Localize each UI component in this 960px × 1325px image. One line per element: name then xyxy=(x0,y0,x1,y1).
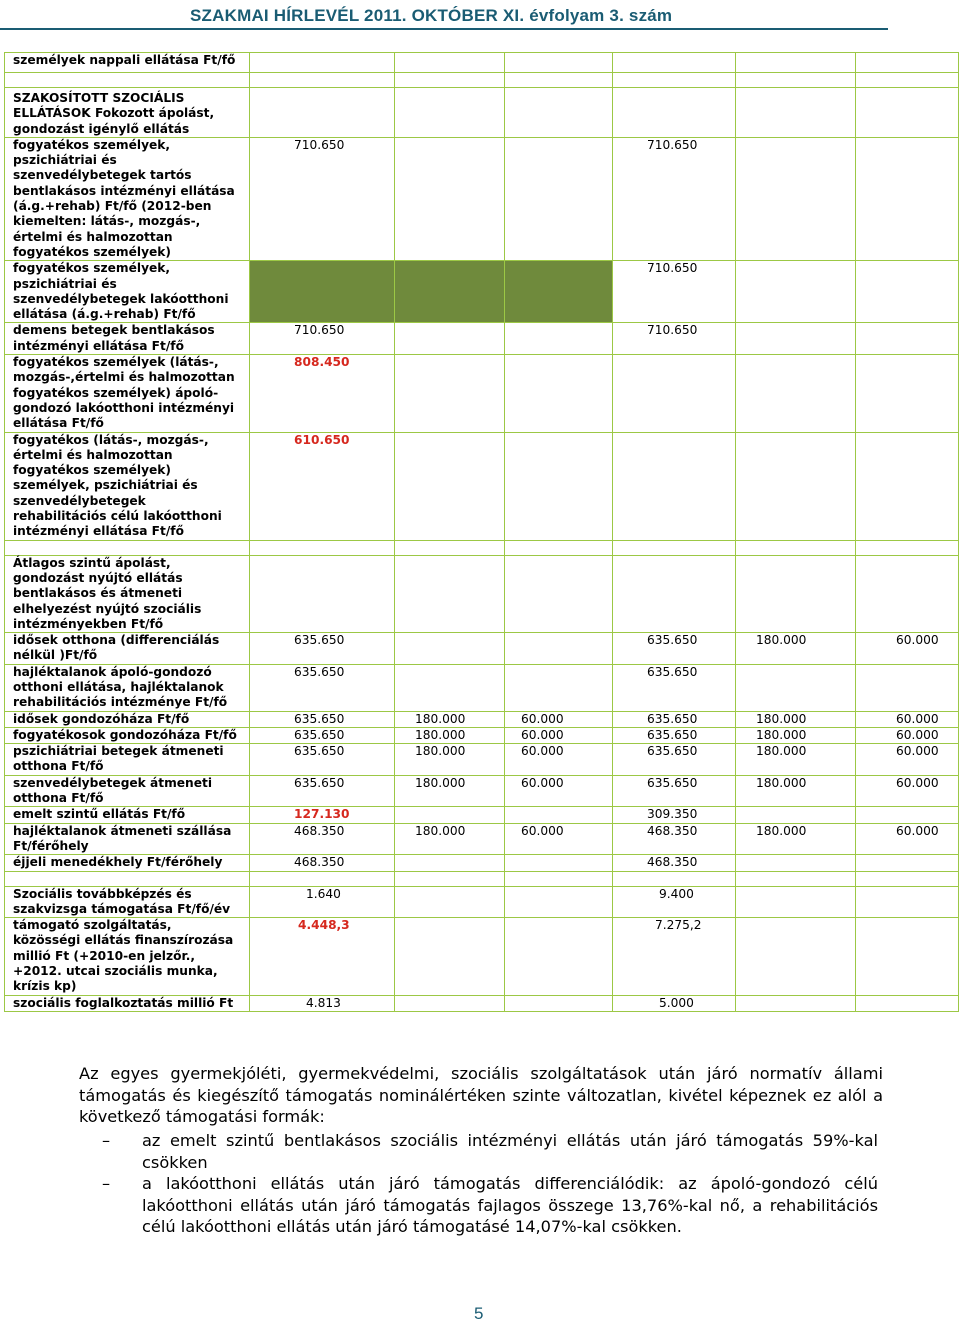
table-row xyxy=(5,137,959,260)
row-label: éjjeli menedékhely Ft/férőhely xyxy=(5,855,250,871)
shaded-cell xyxy=(250,261,395,323)
value-cell: 4.448,3 xyxy=(250,918,395,995)
value-cell: 808.450 xyxy=(250,355,395,432)
value-cell: 4.813 xyxy=(250,995,395,1011)
value-cell: 60.000 xyxy=(856,633,959,665)
table-row xyxy=(5,323,959,355)
row-label: fogyatékos személyek (látás-, mozgás-,értelmi és halmozottan fogyatékos személyek) ápoló-gondozó lakóotthoni intézményi ellátása Ft/fő xyxy=(5,355,250,432)
table-row xyxy=(5,664,959,711)
value-cell: 635.650 xyxy=(250,744,395,776)
bullet-item: az emelt szintű bentlakásos szociális intézményi ellátás után járó támogatás 59%-kal csökken xyxy=(142,1131,878,1172)
value-cell: 635.650 xyxy=(613,727,736,743)
value-cell: 635.650 xyxy=(613,633,736,665)
value-cell: 710.650 xyxy=(613,323,736,355)
row-label: fogyatékos személyek, pszichiátriai és szenvedélybetegek tartós bentlakásos intézményi ellátása (á.g.+rehab) Ft/fő (2012-ben kiemelten: látás-, mozgás-, értelmi és halmozottan fogyatékos személyek) xyxy=(5,137,250,260)
value-cell: 60.000 xyxy=(505,727,613,743)
body-paragraph: Az egyes gyermekjóléti, gyermekvédelmi, szociális szolgáltatások után járó normatív állami támogatás és kiegészítő támogatás nominálértéken szinte változatlan, kivétel képeznek ez alól a következő támogatási formák: xyxy=(79,1064,883,1126)
value-cell: 60.000 xyxy=(856,727,959,743)
row-label: személyek nappali ellátása Ft/fő xyxy=(5,53,250,73)
table-row xyxy=(5,355,959,432)
row-label: Átlagos szintű ápolást, gondozást nyújtó ellátás bentlakásos és átmeneti elhelyezést nyújtó szociális intézményekben Ft/fő xyxy=(5,555,250,632)
value-cell: 635.650 xyxy=(250,727,395,743)
value-cell: 5.000 xyxy=(613,995,736,1011)
value-cell: 710.650 xyxy=(250,137,395,260)
table-row xyxy=(5,261,959,323)
table-row xyxy=(5,886,959,918)
row-label: támogató szolgáltatás, közösségi ellátás finanszírozása millió Ft (+2010-en jelzőr., +2012. utcai szociális munka, krízis kp) xyxy=(5,918,250,995)
table-row xyxy=(5,53,959,73)
table-row xyxy=(5,744,959,776)
value-cell: 60.000 xyxy=(505,823,613,855)
value-cell: 60.000 xyxy=(856,823,959,855)
row-label: fogyatékosok gondozóháza Ft/fő xyxy=(5,727,250,743)
value-cell: 309.350 xyxy=(613,807,736,823)
row-label: demens betegek bentlakásos intézményi ellátása Ft/fő xyxy=(5,323,250,355)
value-cell: 635.650 xyxy=(250,711,395,727)
bullet-dash: – xyxy=(102,1131,111,1150)
value-cell: 180.000 xyxy=(395,823,505,855)
value-cell: 180.000 xyxy=(736,711,856,727)
value-cell: 60.000 xyxy=(505,711,613,727)
allowance-table xyxy=(4,52,959,1012)
value-cell: 60.000 xyxy=(856,775,959,807)
table-row xyxy=(5,918,959,995)
value-cell: 180.000 xyxy=(736,727,856,743)
table-row xyxy=(5,775,959,807)
table-row xyxy=(5,711,959,727)
table-row xyxy=(5,88,959,138)
table-row xyxy=(5,555,959,632)
value-cell: 180.000 xyxy=(395,711,505,727)
bullet-dash: – xyxy=(102,1174,111,1193)
row-label: emelt szintű ellátás Ft/fő xyxy=(5,807,250,823)
value-cell: 60.000 xyxy=(856,711,959,727)
value-cell: 127.130 xyxy=(250,807,395,823)
value-cell: 180.000 xyxy=(736,633,856,665)
value-cell: 7.275,2 xyxy=(613,918,736,995)
table-row xyxy=(5,807,959,823)
row-label: idősek gondozóháza Ft/fő xyxy=(5,711,250,727)
value-cell: 60.000 xyxy=(856,744,959,776)
value-cell: 180.000 xyxy=(395,775,505,807)
page-number: 5 xyxy=(474,1304,484,1323)
value-cell: 468.350 xyxy=(250,823,395,855)
value-cell: 180.000 xyxy=(736,744,856,776)
table-row xyxy=(5,432,959,540)
shaded-cell xyxy=(395,261,505,323)
table-row xyxy=(5,995,959,1011)
row-label: szenvedélybetegek átmeneti otthona Ft/fő xyxy=(5,775,250,807)
value-cell: 468.350 xyxy=(250,855,395,871)
value-cell: 635.650 xyxy=(250,633,395,665)
row-label: SZAKOSÍTOTT SZOCIÁLIS ELLÁTÁSOK Fokozott ápolást, gondozást igénylő ellátás xyxy=(5,88,250,138)
value-cell: 60.000 xyxy=(505,775,613,807)
bullet-item: a lakóotthoni ellátás után járó támogatás differenciálódik: az ápoló-gondozó célú lakóotthoni ellátás után járó támogatás fajlagos összege 13,76%-kal nő, a rehabilitációs célú lakóotthoni ellátás után járó támogatásé 14,07%-kal csökken. xyxy=(142,1174,878,1236)
row-label: szociális foglalkoztatás millió Ft xyxy=(5,995,250,1011)
newsletter-header: SZAKMAI HÍRLEVÉL 2011. OKTÓBER XI. évfolyam 3. szám xyxy=(190,6,673,25)
value-cell: 710.650 xyxy=(613,137,736,260)
row-label: fogyatékos (látás-, mozgás-, értelmi és halmozottan fogyatékos személyek) személyek, pszichiátriai és szenvedélybetegek rehabilitációs célú lakóotthoni intézményi ellátása Ft/fő xyxy=(5,432,250,540)
value-cell: 180.000 xyxy=(395,744,505,776)
value-cell: 635.650 xyxy=(250,664,395,711)
row-label: hajléktalanok átmeneti szállása Ft/férőhely xyxy=(5,823,250,855)
value-cell: 635.650 xyxy=(613,664,736,711)
row-label: idősek otthona (differenciálás nélkül )Ft/fő xyxy=(5,633,250,665)
value-cell: 180.000 xyxy=(395,727,505,743)
shaded-cell xyxy=(505,261,613,323)
row-label: Szociális továbbképzés és szakvizsga támogatása Ft/fő/év xyxy=(5,886,250,918)
header-rule xyxy=(0,28,888,30)
row-label: pszichiátriai betegek átmeneti otthona Ft/fő xyxy=(5,744,250,776)
value-cell: 635.650 xyxy=(250,775,395,807)
value-cell: 710.650 xyxy=(613,261,736,323)
value-cell: 180.000 xyxy=(736,775,856,807)
table-row xyxy=(5,727,959,743)
value-cell: 710.650 xyxy=(250,323,395,355)
value-cell: 635.650 xyxy=(613,711,736,727)
value-cell: 180.000 xyxy=(736,823,856,855)
value-cell: 468.350 xyxy=(613,855,736,871)
table-row xyxy=(5,855,959,871)
row-label: hajléktalanok ápoló-gondozó otthoni ellátása, hajléktalanok rehabilitációs intézménye Ft/fő xyxy=(5,664,250,711)
table-row xyxy=(5,823,959,855)
value-cell: 9.400 xyxy=(613,886,736,918)
row-label: fogyatékos személyek, pszichiátriai és szenvedélybetegek lakóotthoni ellátása (á.g.+rehab) Ft/fő xyxy=(5,261,250,323)
value-cell: 1.640 xyxy=(250,886,395,918)
value-cell: 468.350 xyxy=(613,823,736,855)
value-cell: 610.650 xyxy=(250,432,395,540)
value-cell: 635.650 xyxy=(613,775,736,807)
table-row xyxy=(5,633,959,665)
value-cell: 60.000 xyxy=(505,744,613,776)
value-cell: 635.650 xyxy=(613,744,736,776)
